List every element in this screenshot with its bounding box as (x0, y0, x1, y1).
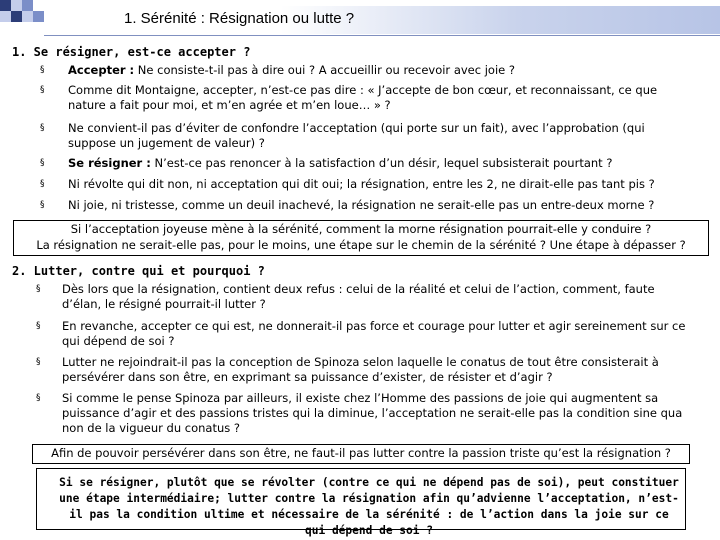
bullet-icon: § (40, 179, 45, 189)
bullet-icon: § (36, 357, 41, 367)
list-item (36, 319, 696, 349)
checker-square (0, 0, 11, 11)
list-item-text: Ne convient-il pas d’éviter de confondre l’acceptation (qui porte sur un fait), avec l’approbation (qui suppose un jugement de valeur) ? (68, 121, 645, 150)
list-item-text: Ne consiste-t-il pas à dire oui ? A accueillir ou recevoir avec joie ? (134, 63, 515, 77)
bullet-icon: § (40, 65, 45, 75)
checker-square (33, 11, 44, 22)
list-item-text: En revanche, accepter ce qui est, ne donnerait-il pas force et courage pour lutter et agir sereinement sur ce qui dépend de soi ? (62, 319, 686, 348)
bullet-icon: § (40, 200, 45, 210)
conclusion-text: Si se résigner, plutôt que se révolter (contre ce qui ne dépend pas de soi), peut constituer une étape intermédiaire; lutter contre la résignation afin qu’advienne l’acceptation, n’est-il pas la condition ultime et nécessaire de la sérénité : de l’action dans la joie sur ce qui dépend de soi ? (59, 476, 679, 537)
list-item (40, 83, 695, 113)
checker-square (0, 11, 11, 22)
bullet-icon: § (40, 123, 45, 133)
list-item-text: Ni joie, ni tristesse, comme un deuil inachevé, la résignation ne serait-elle pas un entre-deux morne ? (68, 198, 655, 212)
checker-square (22, 0, 33, 11)
section1-heading: 1. Se résigner, est-ce accepter ? (12, 45, 251, 59)
slide-title: 1. Sérénité : Résignation ou lutte ? (124, 10, 355, 27)
list-item-text: Lutter ne rejoindrait-il pas la conception de Spinoza selon laquelle le conatus de tout être consisterait à persévérer dans son être, en exprimant sa puissance d’exister, de résister et d’agir ? (62, 355, 659, 384)
bullet-icon: § (36, 284, 41, 294)
title-underline (44, 35, 720, 36)
list-item-text: Ni révolte qui dit non, ni acceptation qui dit oui; la résignation, entre les 2, ne dirait-elle pas tant pis ? (68, 177, 655, 191)
list-item (36, 282, 696, 312)
list-item (40, 177, 695, 192)
section1-question-box (13, 220, 709, 256)
bullet-icon: § (36, 393, 41, 403)
list-item-text: N’est-ce pas renoncer à la satisfaction d’un désir, lequel subsisterait pourtant ? (150, 156, 613, 170)
list-item (36, 391, 696, 436)
list-item (40, 198, 695, 213)
section2-question-box (32, 444, 690, 464)
list-item (40, 156, 695, 171)
list-item (40, 63, 690, 78)
bullet-icon: § (40, 158, 45, 168)
checker-square (22, 11, 33, 22)
list-item-text: Si comme le pense Spinoza par ailleurs, il existe chez l’Homme des passions de joie qui augmentent sa puissance d’agir et des passions tristes qui la diminue, l’acceptation ne serait-elle pas la condition sine qua non de la vigueur du conatus ? (62, 391, 683, 435)
box-line: Si l’acceptation joyeuse mène à la sérénité, comment la morne résignation pourrait-elle y conduire ? (70, 222, 652, 236)
section2-heading: 2. Lutter, contre qui et pourquoi ? (12, 264, 265, 278)
list-item (40, 121, 695, 151)
checker-square (11, 0, 22, 11)
term-label: Se résigner : (68, 156, 151, 170)
bullet-icon: § (40, 85, 45, 95)
bullet-icon: § (36, 321, 41, 331)
list-item-text: Comme dit Montaigne, accepter, n’est-ce pas dire : « J’accepte de bon cœur, et reconnaissant, ce que nature a fait pour moi, et m’en agrée et m’en loue… » ? (68, 83, 658, 112)
box-line: La résignation ne serait-elle pas, pour le moins, une étape sur le chemin de la sérénité ? Une étape à dépasser ? (36, 238, 686, 252)
list-item-text: Dès lors que la résignation, contient deux refus : celui de la réalité et celui de l’action, comment, faute d’élan, le résigné pourrait-il lutter ? (62, 282, 655, 311)
term-label: Accepter : (68, 63, 135, 77)
checker-square (11, 11, 22, 22)
box-line: Afin de pouvoir persévérer dans son être, ne faut-il pas lutter contre la passion triste qu’est la résignation ? (51, 446, 671, 460)
decorative-checker (0, 0, 44, 30)
list-item (36, 355, 696, 385)
